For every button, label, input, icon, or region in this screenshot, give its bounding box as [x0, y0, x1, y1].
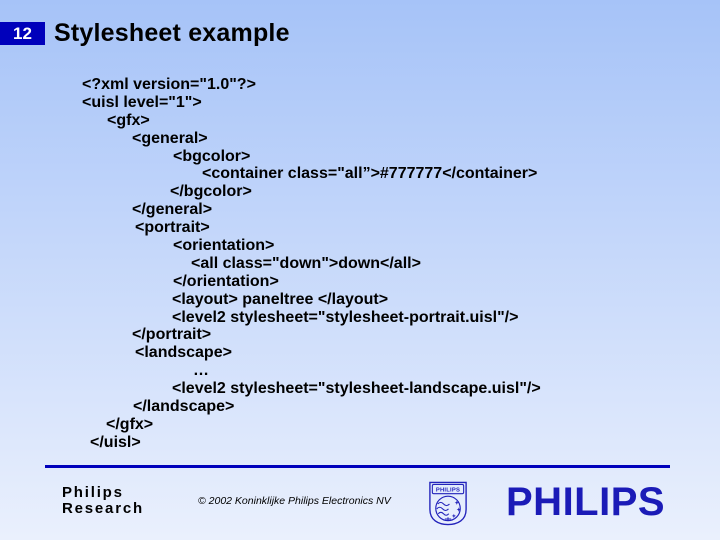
code-line: <?xml version="1.0"?>: [82, 76, 256, 93]
slide-number-badge: [0, 22, 45, 45]
copyright-text: © 2002 Koninklijke Philips Electronics NV: [198, 495, 391, 507]
code-line: <gfx>: [107, 111, 150, 129]
code-line: </orientation>: [173, 272, 279, 290]
code-line: </landscape>: [133, 398, 235, 416]
code-line: <bgcolor>: [173, 147, 251, 165]
code-line: <level2 stylesheet="stylesheet-portrait.uisl"/>: [172, 308, 519, 326]
code-line: <container class="all”>#777777</container>: [202, 165, 538, 183]
philips-wordmark: PHILIPS: [506, 480, 666, 524]
shield-banner-text: PHILIPS: [435, 487, 461, 494]
code-line: </portrait>: [132, 326, 212, 344]
slide-number: 12: [13, 24, 32, 43]
footer-org-name: [62, 485, 144, 517]
shield-circle: [436, 496, 460, 520]
code-line: <landscape>: [135, 344, 232, 362]
code-line: <orientation>: [173, 237, 275, 255]
code-line: </gfx>: [106, 415, 154, 433]
shield-wave-2: [437, 507, 449, 510]
shield-wave-3: [438, 512, 449, 515]
code-block: [82, 76, 541, 452]
code-line: </general>: [132, 201, 213, 219]
code-line: <general>: [132, 129, 208, 147]
code-line: <layout> paneltree </layout>: [172, 290, 389, 308]
code-line: <level2 stylesheet="stylesheet-landscape.uisl"/>: [172, 380, 541, 398]
footer-org-line1: Philips: [62, 484, 124, 501]
footer-divider: [45, 465, 670, 468]
code-line: …: [193, 362, 209, 380]
footer-org-line2: Research: [62, 500, 144, 517]
code-line: <all class="down">down</all>: [191, 254, 421, 272]
code-line: </uisl>: [90, 433, 141, 451]
code-line: <uisl level="1">: [82, 93, 202, 111]
shield-wave-1: [438, 502, 450, 505]
code-line: </bgcolor>: [170, 183, 252, 201]
page-title: Stylesheet example: [54, 19, 290, 47]
philips-shield-icon: [428, 481, 468, 526]
code-line: <portrait>: [135, 219, 210, 237]
